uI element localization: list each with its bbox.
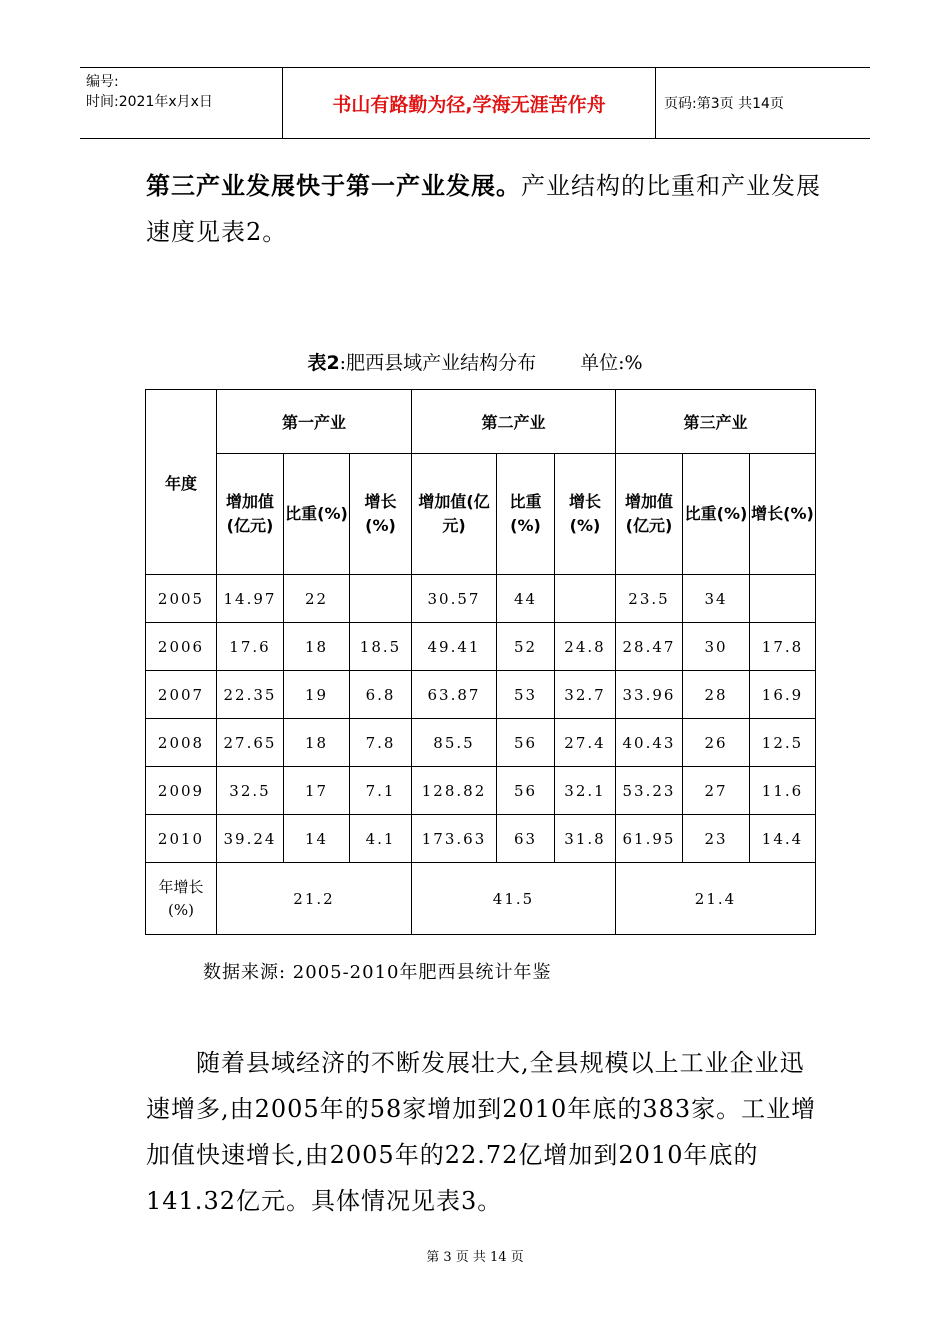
caption-unit: 单位:% [580,352,643,374]
subheader-value: 增加值(亿元) [217,454,284,575]
annual-growth-tertiary: 21.4 [616,863,816,935]
caption-text: :肥西县域产业结构分布 [339,352,537,374]
value-cell: 63.87 [412,671,497,719]
value-cell: 18 [284,719,350,767]
value-cell: 18 [284,623,350,671]
value-cell: 22 [284,575,350,623]
value-cell: 30 [683,623,750,671]
value-cell: 31.8 [555,815,616,863]
value-cell: 18.5 [350,623,412,671]
sub-header-row [146,454,816,575]
value-cell: 23.5 [616,575,683,623]
value-cell: 17 [284,767,350,815]
value-cell [555,575,616,623]
value-cell: 56 [497,767,555,815]
value-cell: 27.65 [217,719,284,767]
intro-bold: 第三产业发展快于第一产业发展。 [146,172,521,200]
value-cell: 27.4 [555,719,616,767]
subheader-growth: 增长(%) [350,454,412,575]
year-cell: 2009 [146,767,217,815]
value-cell: 27 [683,767,750,815]
structure-table [145,389,816,935]
value-cell: 17.8 [750,623,816,671]
value-cell: 24.8 [555,623,616,671]
value-cell: 4.1 [350,815,412,863]
subheader-value: 增加值(亿元) [412,454,497,575]
value-cell: 63 [497,815,555,863]
subheader-growth: 增长(%) [555,454,616,575]
intro-paragraph [146,163,826,255]
value-cell: 16.9 [750,671,816,719]
value-cell: 32.5 [217,767,284,815]
value-cell: 53 [497,671,555,719]
year-header: 年度 [146,390,217,575]
value-cell: 14 [284,815,350,863]
table-row [146,815,816,863]
number-label: 编号: [86,74,119,90]
value-cell: 128.82 [412,767,497,815]
table-row [146,575,816,623]
body-paragraph-text: 随着县域经济的不断发展壮大,全县规模以上工业企业迅速增多,由2005年的58家增加到2010年底的383家。工业增加值快速增长,由2005年的22.72亿增加到2010年底的141.32亿元。具体情况见表3。 [146,1049,817,1215]
value-cell [350,575,412,623]
time-label: 时间:2021年x月x日 [86,94,213,110]
value-cell: 56 [497,719,555,767]
intro-text: 产业结构的比重和产业发展速度见表2。 [146,172,821,246]
value-cell: 28 [683,671,750,719]
value-cell: 6.8 [350,671,412,719]
annual-growth-secondary: 41.5 [412,863,616,935]
table-row [146,671,816,719]
subheader-value: 增加值(亿元) [616,454,683,575]
value-cell: 14.97 [217,575,284,623]
value-cell: 7.1 [350,767,412,815]
subheader-share: 比重(%) [284,454,350,575]
year-cell: 2008 [146,719,217,767]
table-row [146,719,816,767]
group-secondary: 第二产业 [412,390,616,454]
caption-number: 表2 [307,352,340,374]
annual-growth-row [146,863,816,935]
value-cell: 85.5 [412,719,497,767]
group-primary: 第一产业 [217,390,412,454]
annual-growth-label: 年增长(%) [146,863,217,935]
value-cell: 33.96 [616,671,683,719]
table-row [146,623,816,671]
subheader-growth: 增长(%) [750,454,816,575]
subheader-share: 比重(%) [497,454,555,575]
value-cell: 173.63 [412,815,497,863]
header-meta [80,68,282,138]
value-cell: 53.23 [616,767,683,815]
year-cell: 2007 [146,671,217,719]
annual-growth-primary: 21.2 [217,863,412,935]
value-cell: 7.8 [350,719,412,767]
year-cell: 2006 [146,623,217,671]
data-source: 数据来源: 2005-2010年肥西县统计年鉴 [203,962,552,983]
value-cell: 40.43 [616,719,683,767]
value-cell [750,575,816,623]
year-cell: 2005 [146,575,217,623]
value-cell: 17.6 [217,623,284,671]
header-motto: 书山有路勤为径,学海无涯苦作舟 [282,68,656,138]
value-cell: 12.5 [750,719,816,767]
year-cell: 2010 [146,815,217,863]
value-cell: 44 [497,575,555,623]
value-cell: 34 [683,575,750,623]
table-caption [0,348,950,375]
value-cell: 49.41 [412,623,497,671]
page-header [80,67,870,139]
value-cell: 61.95 [616,815,683,863]
header-page-info: 页码:第3页 共14页 [664,96,784,112]
value-cell: 19 [284,671,350,719]
table-body [146,575,816,863]
group-tertiary: 第三产业 [616,390,816,454]
value-cell: 28.47 [616,623,683,671]
body-paragraph [146,1040,826,1224]
value-cell: 22.35 [217,671,284,719]
value-cell: 23 [683,815,750,863]
group-header-row [146,390,816,454]
table-row [146,767,816,815]
subheader-share: 比重(%) [683,454,750,575]
value-cell: 32.7 [555,671,616,719]
value-cell: 39.24 [217,815,284,863]
value-cell: 11.6 [750,767,816,815]
value-cell: 32.1 [555,767,616,815]
page-footer: 第 3 页 共 14 页 [426,1250,524,1265]
value-cell: 26 [683,719,750,767]
value-cell: 14.4 [750,815,816,863]
value-cell: 52 [497,623,555,671]
value-cell: 30.57 [412,575,497,623]
